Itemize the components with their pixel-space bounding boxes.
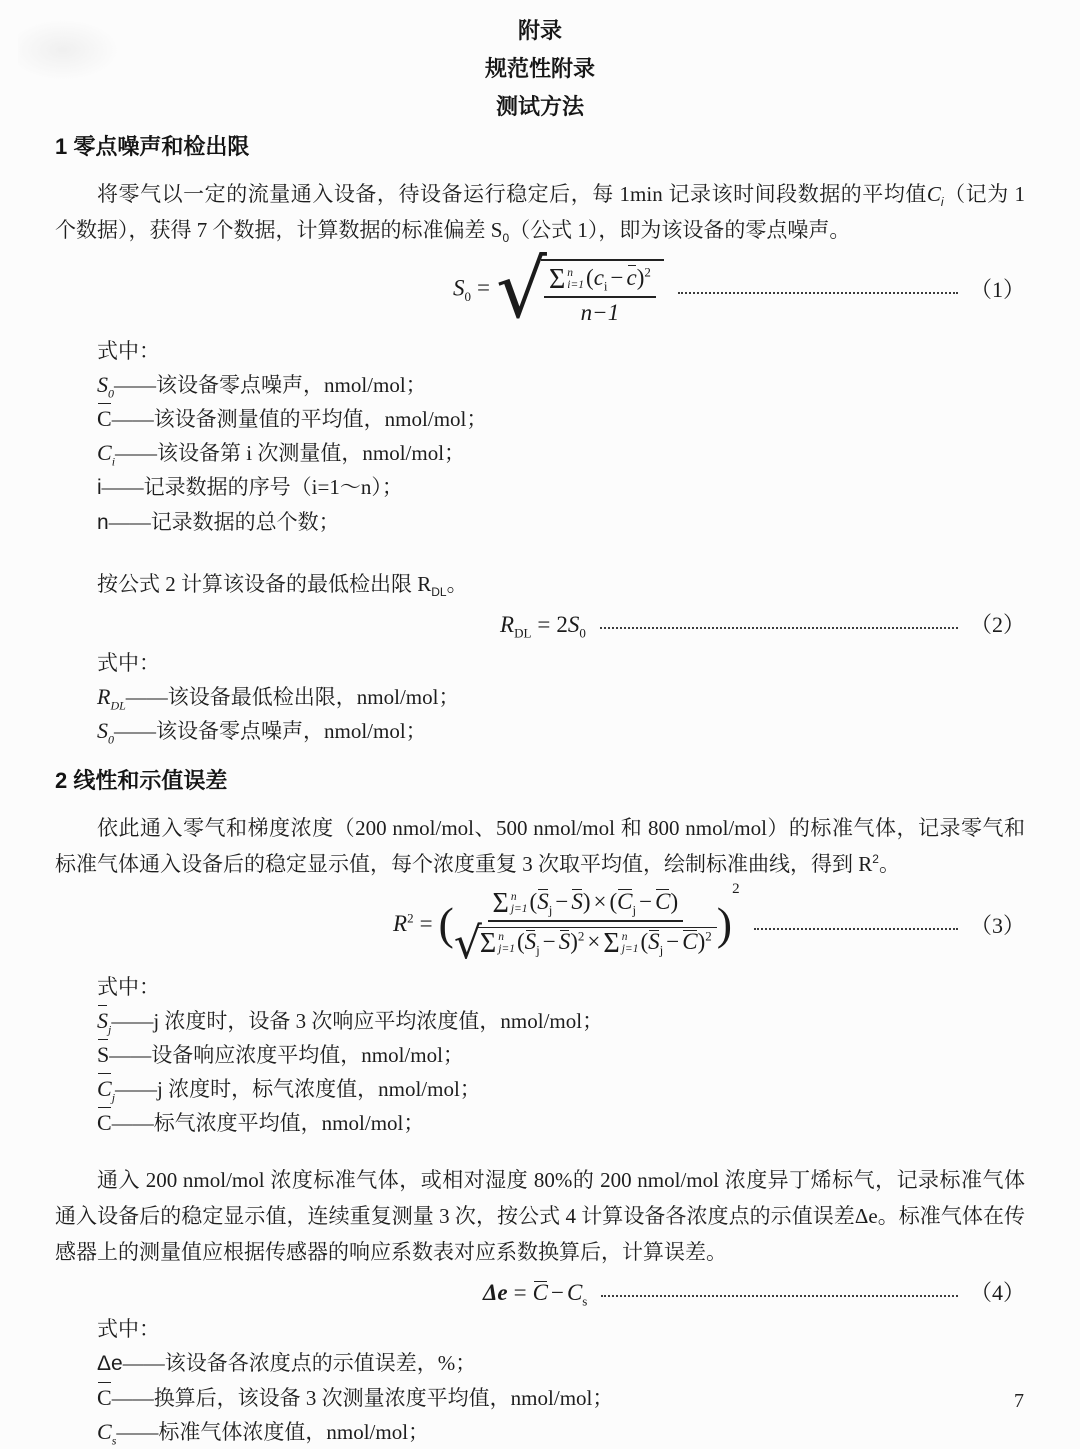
- definition-item: [97, 1106, 1025, 1140]
- var-C: C: [566, 1279, 583, 1305]
- var-S: S: [567, 612, 580, 638]
- sub-0: 0: [108, 732, 114, 747]
- sum-lower: j=1: [498, 942, 515, 955]
- paren-open: (: [529, 889, 538, 915]
- var-C-bar: C: [655, 888, 670, 917]
- equation-3-math: [393, 880, 740, 969]
- sub-DL: DL: [110, 698, 126, 713]
- paren-open: (: [640, 928, 649, 954]
- definition-item: [97, 1072, 1025, 1106]
- sub-0: 0: [464, 288, 471, 304]
- dotted-leader: [678, 292, 958, 294]
- dotted-leader: [601, 1295, 958, 1297]
- big-paren-close: ): [716, 898, 733, 950]
- definition-text: ——记录数据的序号（i=1～n）；: [101, 475, 403, 500]
- sigma-icon: Σ: [479, 927, 497, 959]
- sub-0: 0: [502, 231, 510, 246]
- paren-open: (: [609, 889, 618, 915]
- var-delta-e: Δe: [483, 1279, 508, 1305]
- definition-text: ——换算后，该设备 3 次测量浓度平均值，nmol/mol；: [111, 1385, 614, 1410]
- equation-2-math: [500, 612, 586, 641]
- equation-1-math: [453, 243, 664, 336]
- var-S-bar: S: [537, 888, 549, 917]
- text-run: 。: [878, 852, 900, 877]
- var-C: C: [926, 182, 941, 206]
- symbol-S0: [97, 372, 114, 401]
- definition-item: [97, 1038, 1025, 1072]
- test-method-title: 测试方法: [495, 94, 584, 119]
- definition-item: [97, 1415, 1025, 1449]
- sum-upper: n: [510, 891, 517, 904]
- summation: [479, 927, 515, 959]
- definition-text: ——该设备最低检出限，nmol/mol；: [125, 685, 460, 710]
- definition-item: [97, 505, 1025, 540]
- sum-lower: j=1: [510, 902, 528, 915]
- where-label-3: 式中：: [97, 974, 160, 999]
- minus-op: −: [610, 265, 624, 290]
- sigma-icon: Σ: [492, 887, 509, 919]
- sup-2: 2: [644, 264, 651, 280]
- square-root: [453, 917, 717, 969]
- summation: [603, 927, 639, 959]
- var-S: S: [453, 275, 465, 301]
- sub-j: j: [108, 1022, 112, 1037]
- sub-i: i: [111, 454, 116, 469]
- equation-1: [55, 243, 1025, 336]
- fraction: [453, 887, 717, 969]
- text-run: 依此通入零气和梯度浓度（200 nmol/mol、500 nmol/mol 和 800 nmol/mol）的标准气体，记录零气和标准气体通入设备后的稳定显示值，每个浓度重复 3 次取平均值，绘制标准曲线，得到 R: [55, 816, 1025, 877]
- var-R: R: [97, 684, 111, 710]
- sigma-icon: Σ: [603, 927, 620, 959]
- definition-text: ——标准气体浓度值，nmol/mol；: [116, 1419, 430, 1444]
- formula-2-intro: [55, 566, 1025, 602]
- equation-1-number: （1）: [969, 277, 1025, 303]
- definition-text: ——该设备零点噪声，nmol/mol；: [114, 719, 427, 744]
- definition-text: ——j 浓度时，标气浓度值，nmol/mol；: [115, 1076, 481, 1101]
- definition-text: ——记录数据的总个数；: [108, 510, 340, 535]
- equals-sign: =: [419, 911, 433, 937]
- sub-j: j: [548, 902, 553, 918]
- symbol-delta-e: Δe: [97, 1351, 123, 1375]
- var-c: c: [593, 265, 604, 290]
- var-C: C: [97, 1418, 112, 1444]
- symbol-C-bar: C: [97, 402, 112, 436]
- var-S-bar: S: [558, 928, 571, 954]
- equals-sign: =: [513, 1279, 527, 1305]
- definition-text: ——该设备各浓度点的示值误差，%；: [122, 1350, 477, 1375]
- times-op: ×: [587, 928, 601, 954]
- section-2-paragraph-2: [55, 1162, 1025, 1270]
- paren-close: ): [570, 928, 578, 954]
- var-C-bar: C: [97, 1072, 112, 1106]
- sub-j: j: [659, 942, 664, 958]
- coef-2: 2: [556, 612, 568, 638]
- sum-upper: n: [621, 931, 628, 944]
- sum-lower: j=1: [621, 942, 639, 955]
- summation: [548, 263, 585, 295]
- section-1-heading: 1 零点噪声和检出限: [55, 134, 250, 159]
- symbol-i: i: [97, 476, 102, 500]
- text-run: 通入 200 nmol/mol 浓度标准气体，或相对湿度 80%的 200 nmol/mol 浓度异丁烯标气，记录标准气体通入设备后的稳定显示值，连续重复测量 3 次，按公式 4 计算设备各浓度点的示值误差Δe。标准气体在传感器上的测量值应根据传感器的响应系数表对应系数换算后，计算误差。: [55, 1167, 1025, 1264]
- sum-lower: i=1: [567, 278, 585, 291]
- paren-close: ): [582, 889, 591, 915]
- sub-i: i: [603, 278, 608, 294]
- definition-item: [97, 402, 1025, 436]
- equation-4: [55, 1278, 1025, 1308]
- sum-upper: n: [567, 267, 574, 280]
- equation-3: [55, 880, 1025, 969]
- symbol-S0: [97, 718, 114, 747]
- text-run: （公式 1），即为该设备的零点噪声。: [509, 218, 851, 242]
- sub-j: j: [111, 1090, 116, 1105]
- symbol-C-bar: C: [97, 1381, 112, 1415]
- minus-op: −: [555, 889, 569, 915]
- var-S-bar: S: [524, 928, 537, 954]
- equation-3-number: （3）: [969, 913, 1025, 939]
- sup-2: 2: [872, 852, 879, 867]
- definition-text: ——该设备测量值的平均值，nmol/mol；: [111, 407, 488, 432]
- var-R: R: [500, 612, 515, 638]
- symbol-S-bar: S: [97, 1038, 109, 1072]
- sub-DL: DL: [431, 585, 447, 600]
- var-C: C: [97, 440, 112, 466]
- text-run: （记为 1 个数据），获得 7 个数据，计算数据的标准偏差 S: [55, 182, 1026, 242]
- where-label-1: 式中：: [97, 339, 160, 364]
- paren-open: (: [586, 265, 594, 290]
- dotted-leader: [600, 627, 958, 629]
- sup-2: 2: [705, 928, 712, 944]
- var-C-bar: C: [682, 928, 698, 954]
- definition-item: [97, 1381, 1025, 1415]
- sum-upper: n: [498, 931, 504, 944]
- definition-text: ——标气浓度平均值，nmol/mol；: [111, 1110, 425, 1135]
- sub-s: s: [111, 1433, 117, 1448]
- symbol-n: n: [97, 511, 109, 535]
- var-C-bar: C: [532, 1279, 548, 1305]
- sigma-icon: Σ: [548, 263, 566, 295]
- definition-item: [97, 1346, 1025, 1381]
- square-root: [495, 243, 664, 336]
- sub-s: s: [582, 1293, 588, 1309]
- times-op: ×: [593, 889, 607, 915]
- definition-item: [97, 436, 1025, 470]
- minus-op: −: [542, 928, 556, 954]
- paren-close: ): [697, 928, 706, 954]
- sup-2: 2: [407, 910, 414, 926]
- equation-2-number: （2）: [969, 612, 1025, 638]
- sup-2: 2: [577, 928, 585, 944]
- var-S: S: [97, 718, 108, 744]
- where-label-4: 式中：: [97, 1316, 160, 1341]
- den-n-minus-1: n−1: [580, 299, 620, 325]
- var-S-bar: S: [97, 1004, 108, 1038]
- summation: [492, 887, 528, 919]
- symbol-Cs: [97, 1418, 117, 1448]
- paren-close: ): [670, 889, 679, 915]
- sub-j: j: [632, 902, 637, 918]
- text-run: 按公式 2 计算该设备的最低检出限 R: [97, 572, 432, 597]
- paren-open: (: [516, 928, 525, 954]
- sub-0: 0: [579, 625, 586, 641]
- equation-2: [55, 610, 1025, 640]
- definition-text: ——该设备零点噪声，nmol/mol；: [114, 373, 427, 398]
- equation-4-math: [483, 1279, 588, 1309]
- symbol-Ci: [97, 440, 116, 469]
- definition-text: ——设备响应浓度平均值，nmol/mol；: [109, 1042, 464, 1067]
- symbol-RDL: [97, 684, 126, 713]
- text-run: 将零气以一定的流量通入设备，待设备运行稳定后，每 1min 记录该时间段数据的平均值: [97, 182, 927, 206]
- sub-i: i: [940, 195, 944, 210]
- sub-j: j: [536, 942, 540, 958]
- scan-artifact: [18, 20, 118, 80]
- dotted-leader: [754, 928, 958, 930]
- definition-item: [97, 470, 1025, 505]
- section-2-heading: 2 线性和示值误差: [55, 768, 228, 794]
- radical-sign: √: [495, 243, 547, 336]
- var-C-bar: C: [617, 888, 632, 917]
- sub-0: 0: [108, 386, 114, 401]
- var-Ci: [926, 182, 944, 210]
- section-2-paragraph-1: [55, 810, 1025, 882]
- sub-DL: DL: [514, 625, 532, 641]
- symbol-C-bar: C: [97, 1106, 112, 1140]
- var-S: S: [97, 372, 108, 398]
- definition-item: [97, 1004, 1025, 1038]
- big-paren-open: (: [438, 898, 454, 950]
- definition-text: ——该设备第 i 次测量值，nmol/mol；: [115, 441, 466, 466]
- where-label-2: 式中：: [97, 651, 160, 676]
- var-c-bar: c: [627, 264, 637, 293]
- equals-sign: =: [537, 612, 551, 638]
- equation-4-number: （4）: [969, 1279, 1025, 1305]
- appendix-type-title: 规范性附录: [484, 56, 595, 81]
- equals-sign: =: [477, 275, 490, 301]
- var-S-bar: S: [571, 888, 583, 917]
- minus-op: −: [639, 889, 653, 915]
- definition-item: [97, 714, 1025, 748]
- definition-item: [97, 368, 1025, 402]
- symbol-Cj-bar: [97, 1075, 116, 1105]
- radical-sign: √: [453, 917, 482, 969]
- fraction: [544, 264, 656, 326]
- section-1-paragraph: [55, 176, 1025, 248]
- var-S-bar: S: [648, 928, 660, 954]
- text-run: 。: [446, 572, 468, 597]
- paren-close: ): [636, 265, 645, 290]
- page-number: 7: [1014, 1390, 1024, 1412]
- appendix-title: 附录: [517, 18, 562, 43]
- definition-text: ——j 浓度时，设备 3 次响应平均浓度值，nmol/mol；: [111, 1008, 604, 1033]
- minus-op: −: [550, 1279, 564, 1305]
- outer-sup-2: 2: [732, 880, 740, 897]
- symbol-Sj-bar: [97, 1007, 112, 1037]
- var-R: R: [393, 911, 408, 937]
- minus-op: −: [666, 928, 680, 954]
- definition-item: [97, 680, 1025, 714]
